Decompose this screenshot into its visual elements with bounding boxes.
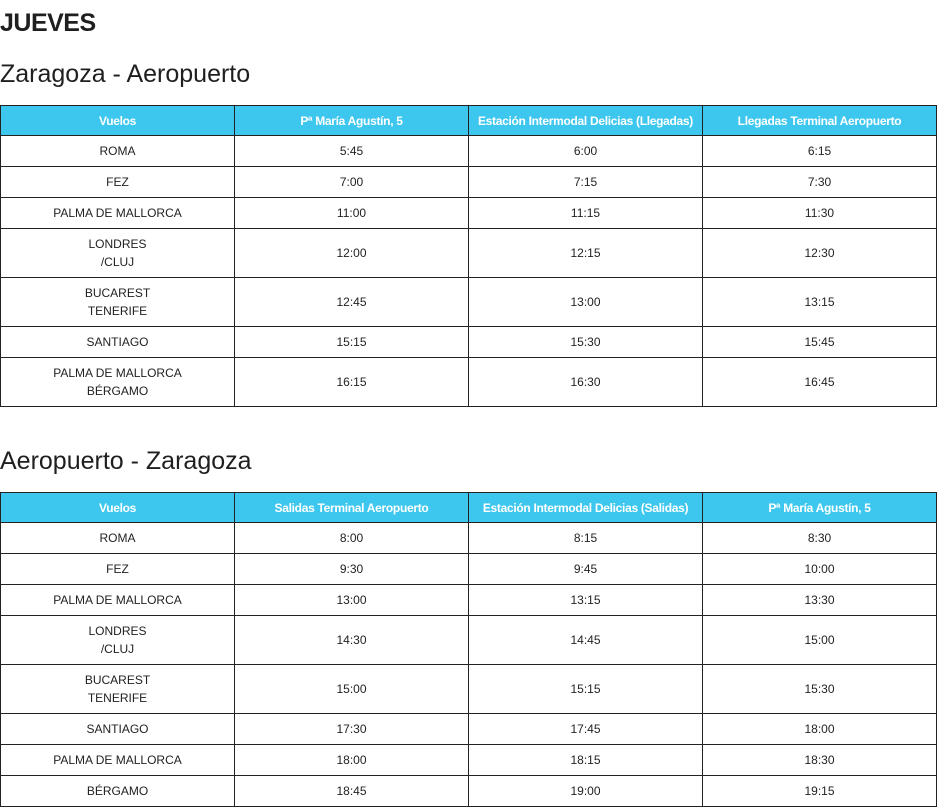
table-header-row: [1, 493, 937, 523]
table-row: [1, 358, 937, 407]
time-cell: 16:45: [703, 358, 937, 407]
schedule-table-zaragoza-aeropuerto: [0, 105, 937, 407]
day-title: JUEVES: [0, 9, 96, 37]
time-cell: 11:15: [469, 198, 703, 229]
time-cell: 17:45: [469, 714, 703, 745]
time-cell: 17:30: [235, 714, 469, 745]
flight-cell: LONDRES /CLUJ: [1, 229, 235, 278]
table-row: [1, 136, 937, 167]
time-cell: 15:15: [235, 327, 469, 358]
time-cell: 5:45: [235, 136, 469, 167]
table-row: [1, 278, 937, 327]
route-title-aeropuerto-zaragoza: Aeropuerto - Zaragoza: [0, 447, 252, 475]
time-cell: 12:30: [703, 229, 937, 278]
time-cell: 9:30: [235, 554, 469, 585]
time-cell: 15:30: [469, 327, 703, 358]
flight-cell: PALMA DE MALLORCA: [1, 198, 235, 229]
time-cell: 12:00: [235, 229, 469, 278]
time-cell: 13:30: [703, 585, 937, 616]
time-cell: 8:00: [235, 523, 469, 554]
table-row: [1, 198, 937, 229]
flight-cell: SANTIAGO: [1, 714, 235, 745]
time-cell: 15:00: [703, 616, 937, 665]
time-cell: 13:15: [703, 278, 937, 327]
table-row: [1, 554, 937, 585]
table-row: [1, 776, 937, 807]
flight-cell: PALMA DE MALLORCA: [1, 745, 235, 776]
column-header: Salidas Terminal Aeropuerto: [235, 493, 469, 523]
flight-cell: BUCAREST TENERIFE: [1, 278, 235, 327]
time-cell: 10:00: [703, 554, 937, 585]
time-cell: 7:30: [703, 167, 937, 198]
column-header: Vuelos: [1, 493, 235, 523]
time-cell: 16:30: [469, 358, 703, 407]
flight-cell: PALMA DE MALLORCA: [1, 585, 235, 616]
table-row: [1, 167, 937, 198]
time-cell: 8:15: [469, 523, 703, 554]
time-cell: 12:45: [235, 278, 469, 327]
table-row: [1, 616, 937, 665]
column-header: Estación Intermodal Delicias (Salidas): [469, 493, 703, 523]
flight-cell: PALMA DE MALLORCA BÉRGAMO: [1, 358, 235, 407]
time-cell: 16:15: [235, 358, 469, 407]
time-cell: 6:00: [469, 136, 703, 167]
table-row: [1, 714, 937, 745]
table-row: [1, 745, 937, 776]
table-row: [1, 665, 937, 714]
column-header: Estación Intermodal Delicias (Llegadas): [469, 106, 703, 136]
time-cell: 7:00: [235, 167, 469, 198]
time-cell: 15:15: [469, 665, 703, 714]
time-cell: 9:45: [469, 554, 703, 585]
flight-cell: FEZ: [1, 554, 235, 585]
time-cell: 8:30: [703, 523, 937, 554]
time-cell: 18:15: [469, 745, 703, 776]
time-cell: 18:30: [703, 745, 937, 776]
time-cell: 7:15: [469, 167, 703, 198]
time-cell: 12:15: [469, 229, 703, 278]
time-cell: 11:30: [703, 198, 937, 229]
flight-cell: ROMA: [1, 523, 235, 554]
column-header: Vuelos: [1, 106, 235, 136]
flight-cell: FEZ: [1, 167, 235, 198]
time-cell: 13:00: [235, 585, 469, 616]
time-cell: 14:30: [235, 616, 469, 665]
time-cell: 13:00: [469, 278, 703, 327]
time-cell: 13:15: [469, 585, 703, 616]
table-row: [1, 229, 937, 278]
time-cell: 15:00: [235, 665, 469, 714]
time-cell: 15:45: [703, 327, 937, 358]
flight-cell: BÉRGAMO: [1, 776, 235, 807]
table-header-row: [1, 106, 937, 136]
column-header: Pª María Agustín, 5: [235, 106, 469, 136]
time-cell: 19:00: [469, 776, 703, 807]
table-row: [1, 585, 937, 616]
time-cell: 18:00: [703, 714, 937, 745]
time-cell: 18:45: [235, 776, 469, 807]
flight-cell: ROMA: [1, 136, 235, 167]
time-cell: 11:00: [235, 198, 469, 229]
table-row: [1, 327, 937, 358]
column-header: Pª María Agustín, 5: [703, 493, 937, 523]
time-cell: 19:15: [703, 776, 937, 807]
time-cell: 15:30: [703, 665, 937, 714]
table-row: [1, 523, 937, 554]
route-title-zaragoza-aeropuerto: Zaragoza - Aeropuerto: [0, 60, 251, 88]
flight-cell: BUCAREST TENERIFE: [1, 665, 235, 714]
flight-cell: LONDRES /CLUJ: [1, 616, 235, 665]
time-cell: 6:15: [703, 136, 937, 167]
flight-cell: SANTIAGO: [1, 327, 235, 358]
column-header: Llegadas Terminal Aeropuerto: [703, 106, 937, 136]
schedule-table-aeropuerto-zaragoza: [0, 492, 937, 807]
time-cell: 14:45: [469, 616, 703, 665]
time-cell: 18:00: [235, 745, 469, 776]
